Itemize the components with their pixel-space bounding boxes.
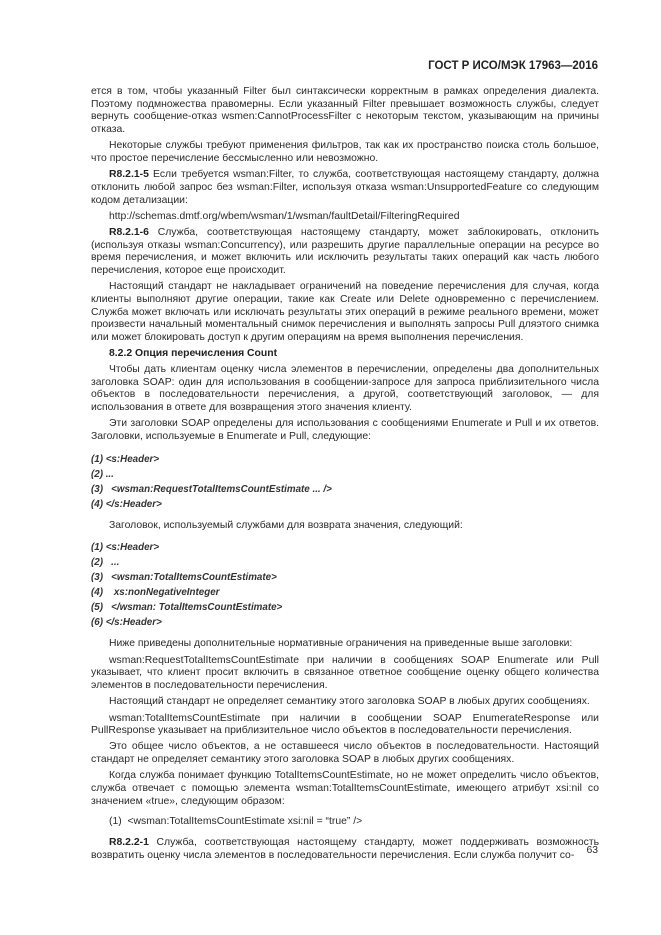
code-line: (6) </s:Header> [91, 617, 162, 629]
paragraph-text: wsman:TotalItemsCountEstimate при наличии в сообщении SOAP EnumerateResponse или PullResponse указывает на приблизительное число объектов в последовательности перечисления. [91, 712, 599, 737]
code-line: (1) <s:Header> [91, 542, 160, 554]
paragraph: Заголовок, используемый службами для возврата значения, следующий: [109, 519, 463, 531]
paragraph [91, 696, 599, 709]
section-heading: 8.2.2 Опция перечисления Count [109, 348, 278, 360]
paragraph [91, 837, 599, 862]
code-line: (3) <wsman:RequestTotalItemsCountEstimate ... /> [91, 483, 332, 495]
code-line: (4) xs:nonNegativeInteger [91, 587, 220, 599]
paragraph [91, 211, 599, 224]
page-body [91, 86, 599, 866]
paragraph-text: Когда служба понимает функцию TotalItemsCountEstimate, но не может определить число объектов, служба отвечает с помощью элемента wsman:TotalItemsCountEstimate, имеющего атрибут xsi:nil со значением «true», следующим образом: [91, 770, 599, 807]
paragraph-text: wsman:RequestTotalItemsCountEstimate при наличии в сообщениях SOAP Enumerate или Pull указывает, что клиент просит включить в связанное ответное сообщение оценку общего количества элементов в последовательности перечисления. [91, 654, 599, 692]
paragraph [91, 713, 599, 738]
paragraph [91, 227, 599, 278]
paragraph [91, 418, 599, 443]
paragraph [91, 364, 599, 415]
code-line: (4) </s:Header> [91, 498, 162, 510]
paragraph-text: Это общее число объектов, а не оставшееся число объектов в последовательности. Настоящий стандарт не определяет семантику этого заголовка SOAP в любых других сообщениях. [91, 741, 599, 766]
code-listing-nil: (1) <wsman:TotalItemsCountEstimate xsi:nil = “true” /> [109, 816, 363, 828]
requirement-id: R8.2.1-5 [109, 169, 149, 181]
code-line: (2) ... [91, 557, 120, 569]
paragraph-text: Настоящий стандарт не определяет семантику этого заголовка SOAP в любых других сообщениях. [109, 696, 590, 708]
paragraph-text: ется в том, чтобы указанный Filter был синтаксически корректным в рамках определения диалекта. Поэтому подмножества правомерны. Если указанный Filter превышает возможность службы, следует вернуть сообщение-отказ wsmen:CannotProcessFilter с некоторым текстом, указывающим на причины отказа. [91, 86, 599, 136]
paragraph [91, 140, 599, 165]
paragraph-text: Настоящий стандарт не накладывает ограничений на поведение перечисления для случая, когда клиенты выполняют другие операции, такие как Create или Delete одновременно с перечислением. Служба может включать или исключать результаты этих операций в режиме реального времени, может произвести начальный моментальный снимок перечисления и выполнять запросы Pull дляэтого снимка или может блокировать доступ к другим операциям на время выполнения перечисления. [91, 281, 599, 344]
paragraph-text: Эти заголовки SOAP определены для использования с сообщениями Enumerate и Pull и их ответов. Заголовки, используемые в Enumerate и Pull, следующие: [91, 418, 599, 443]
code-listing-response [91, 540, 599, 630]
document-header: ГОСТ Р ИСО/МЭК 17963—2016 [428, 60, 598, 72]
paragraph-text: Чтобы дать клиентам оценку числа элементов в перечислении, определены два дополнительных заголовка SOAP: один для использования в сообщении-запросе для запроса приблизительного числа объектов в последовательности перечисления, а другой, соответствующий заголовок, — для использования в ответе для возвращения этого значения клиенту. [91, 364, 599, 414]
paragraph [91, 281, 599, 345]
paragraph-text: Ниже приведены дополнительные нормативные ограничения на приведенные выше заголовки: [109, 638, 573, 650]
page-number: 63 [586, 845, 598, 856]
paragraph [91, 770, 599, 808]
requirement-id: R8.2.1-6 [109, 227, 149, 239]
code-line: (3) <wsman:TotalItemsCountEstimate> [91, 572, 277, 584]
code-listing-request [91, 452, 599, 512]
paragraph [91, 638, 599, 651]
paragraph [91, 655, 599, 693]
code-line: (2) ... [91, 468, 114, 480]
paragraph-text: Служба, соответствующая настоящему стандарту, может заблокировать, отклонить (используя отказы wsman:Concurrency), или разрешить другие параллельные операции на ресурсе во время перечисления, и может включить или исключить результаты таких операций как часть любого перечисления, которое еще происходит. [91, 227, 599, 277]
requirement-id: R8.2.2-1 [109, 837, 149, 849]
code-line: (5) </wsman: TotalItemsCountEstimate> [91, 602, 283, 614]
code-line: (1) <s:Header> [91, 453, 160, 465]
paragraph [91, 169, 599, 207]
paragraph-text: Некоторые службы требуют применения фильтров, так как их пространство поиска столь большое, что простое перечисление бессмысленно или невозможно. [91, 140, 599, 165]
paragraph-text: Служба, соответствующая настоящему стандарту, может поддерживать возможность возвратить оценку числа элементов в последовательности перечисления. Если служба получит со- [91, 837, 599, 861]
paragraph [91, 741, 599, 766]
paragraph-text: Если требуется wsman:Filter, то служба, соответствующая настоящему стандарту, должна отклонить любой запрос без wsman:Filter, используя отказа wsman:UnsupportedFeature со следующим кодом детализации: [91, 169, 599, 206]
paragraph-text: http://schemas.dmtf.org/wbem/wsman/1/wsman/faultDetail/FilteringRequired [109, 210, 460, 222]
paragraph [91, 86, 599, 137]
